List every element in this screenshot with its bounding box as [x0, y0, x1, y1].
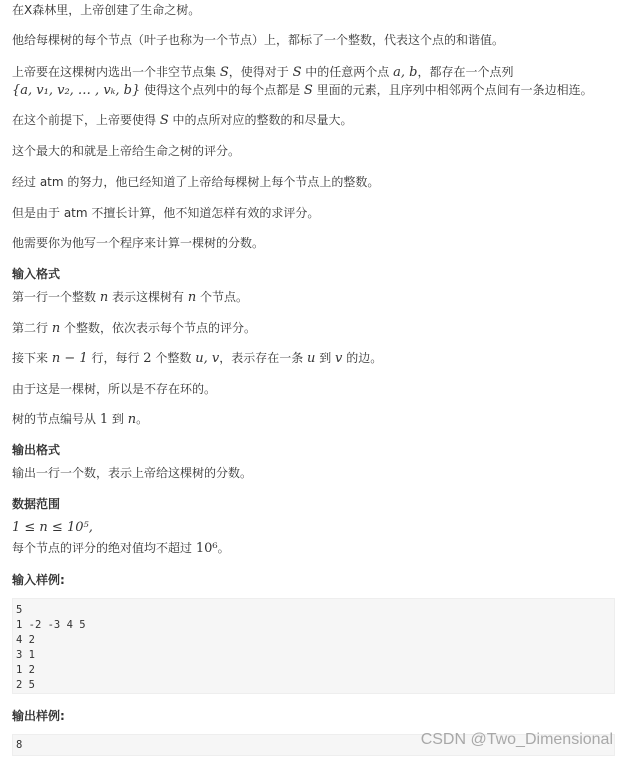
input-format-line-2: 第二行 n 个整数，依次表示每个节点的评分。	[12, 321, 257, 336]
input-format-line-1: 第一行一个整数 n 表示这棵树有 n 个节点。	[12, 290, 249, 305]
intro-paragraph: 在X森林里，上帝创建了生命之树。	[12, 3, 201, 17]
paragraph-5: 这个最大的和就是上帝给生命之树的评分。	[12, 144, 241, 158]
paragraph-7: 但是由于 atm 不擅长计算，他不知道怎样有效的求评分。	[12, 206, 320, 220]
sample-input-heading: 输入样例:	[12, 573, 65, 587]
paragraph-8: 他需要你为他写一个程序来计算一棵树的分数。	[12, 236, 265, 250]
code-line: 1 2	[16, 664, 35, 676]
paragraph-2: 他给每棵树的每个节点（叶子也称为一个节点）上，都标了一个整数，代表这个点的和谐值。	[12, 33, 505, 47]
code-line: 1 -2 -3 4 5	[16, 619, 86, 631]
input-format-line-5: 树的节点编号从 1 到 n。	[12, 412, 149, 427]
data-range-line-2: 每个节点的评分的绝对值均不超过 10⁶。	[12, 541, 230, 556]
data-range-line-1: 1 ≤ n ≤ 10⁵,	[12, 520, 93, 535]
paragraph-3-line-1: 上帝要在这棵树内选出一个非空节点集 S，使得对于 S 中的任意两个点 a, b，都存在一个点列	[12, 65, 514, 80]
sample-input-block	[12, 598, 615, 694]
code-line: 2 5	[16, 679, 35, 691]
paragraph-3-line-2: {a, v₁, v₂, … , vₖ, b} 使得这个点列中的每个点都是 S 里面的元素，且序列中相邻两个点间有一条边相连。	[12, 83, 593, 98]
input-format-line-4: 由于这是一棵树，所以是不存在环的。	[12, 382, 217, 396]
data-range-heading: 数据范围	[12, 497, 61, 511]
code-line: 4 2	[16, 634, 35, 646]
input-format-line-3: 接下来 n − 1 行，每行 2 个整数 u, v，表示存在一条 u 到 v 的边。	[12, 351, 383, 366]
code-line: 8	[16, 739, 23, 751]
code-line: 3 1	[16, 649, 35, 661]
sample-output-heading: 输出样例:	[12, 709, 65, 723]
paragraph-6: 经过 atm 的努力，他已经知道了上帝给每棵树上每个节点上的整数。	[12, 175, 380, 189]
output-format-heading: 输出格式	[12, 443, 61, 457]
code-line: 5	[16, 604, 23, 616]
output-format-text: 输出一行一个数，表示上帝给这棵树的分数。	[12, 466, 253, 480]
paragraph-4: 在这个前提下，上帝要使得 S 中的点所对应的整数的和尽量大。	[12, 113, 353, 128]
input-format-heading: 输入格式	[12, 267, 61, 281]
csdn-watermark: CSDN @Two_Dimensional	[420, 731, 613, 748]
